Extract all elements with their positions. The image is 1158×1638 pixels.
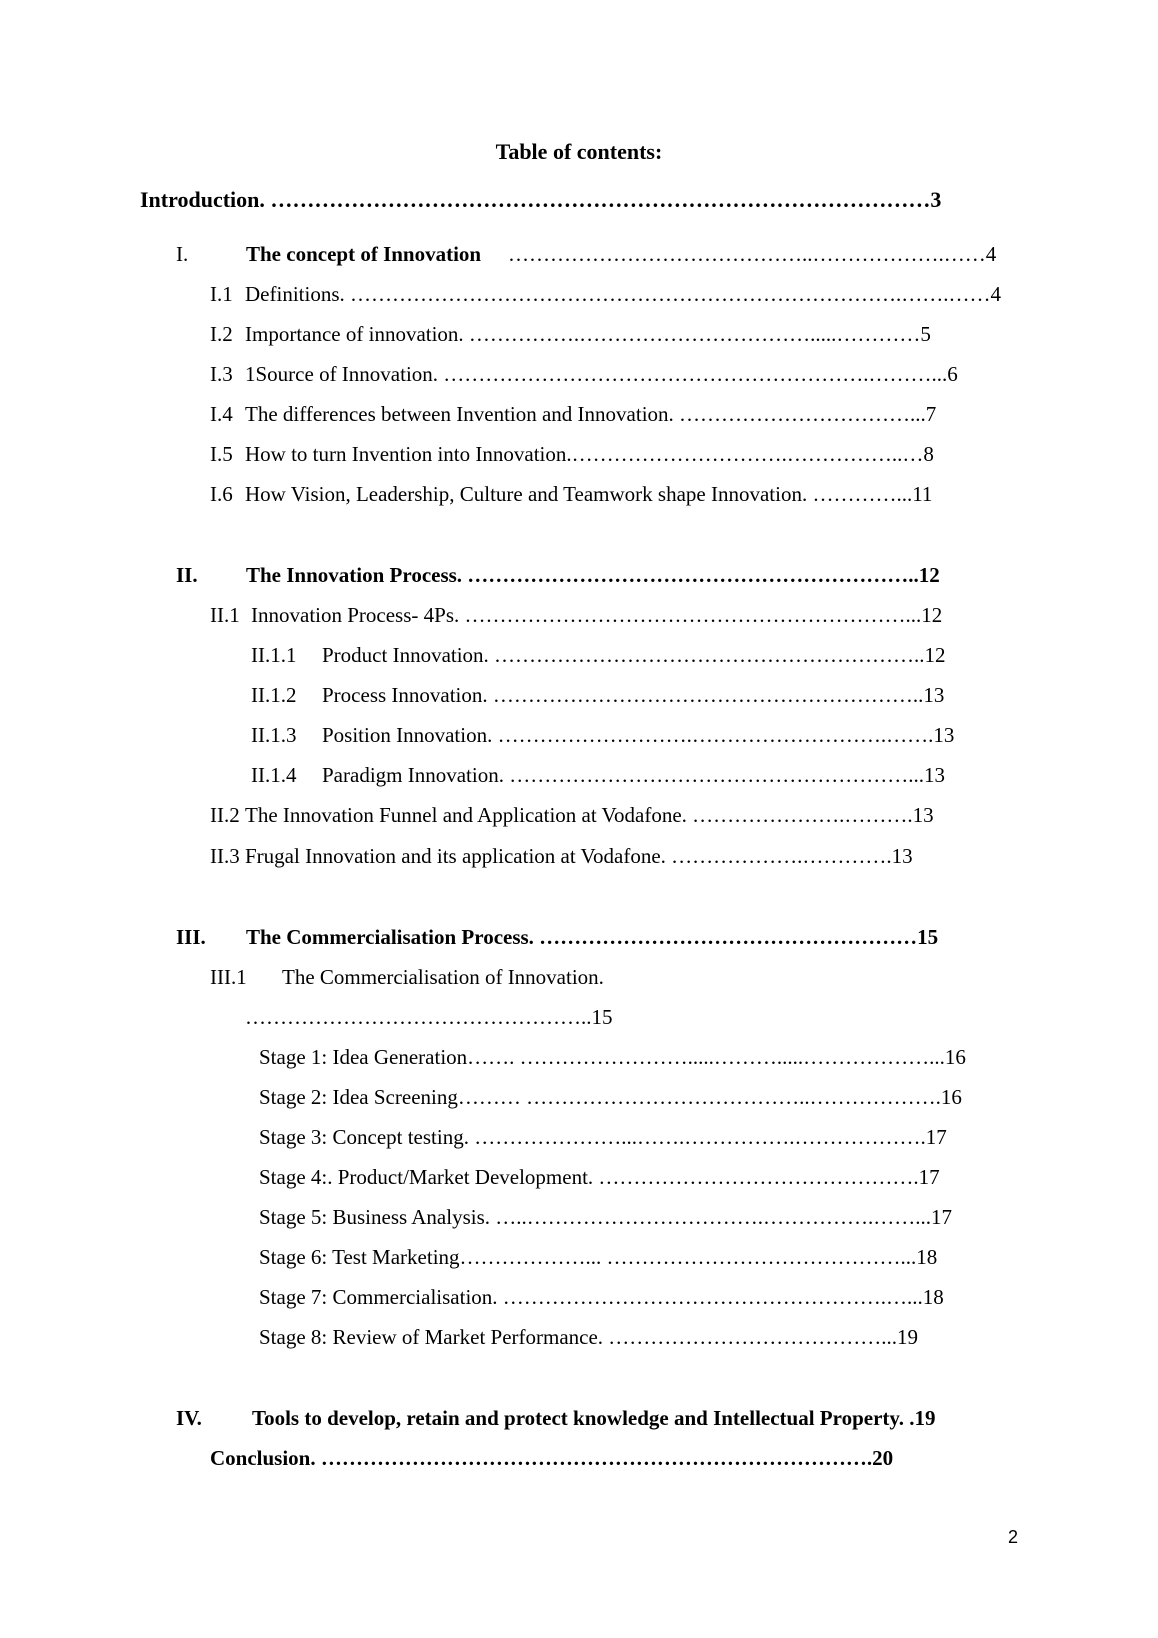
toc-entry-introduction: Introduction. ………………………………………………………………………………3 xyxy=(140,187,942,212)
entry-text: The differences between Invention and Innovation. ……………………………...7 xyxy=(245,402,937,426)
toc-entry-conclusion: Conclusion. …………………………………………………………………….20 xyxy=(210,1446,894,1470)
entry-number: III.1 xyxy=(210,965,247,989)
toc-stage-2: Stage 2: Idea Screening……… …………………………………..……………….16 xyxy=(259,1085,962,1109)
entry-number: I.3 xyxy=(210,362,233,386)
entry-number: II.1.1 xyxy=(251,643,297,667)
section-3-title: The Commercialisation Process. ………………………………………………15 xyxy=(246,925,939,949)
entry-number: I.1 xyxy=(210,282,233,306)
toc-stage-3: Stage 3: Concept testing. …………………...…….…………….……………….17 xyxy=(259,1125,947,1149)
section-2-title: The Innovation Process. ………………………………………………………..12 xyxy=(246,563,940,587)
entry-text: Position Innovation. ……………………….……………………….…….13 xyxy=(322,723,955,747)
entry-number: II.1.4 xyxy=(251,763,297,787)
entry-text: How to turn Invention into Innovation.………………………….……………..…8 xyxy=(245,442,934,466)
entry-text: The Innovation Funnel and Application at Vodafone. ………………….……….13 xyxy=(245,803,934,827)
toc-stage-7: Stage 7: Commercialisation. ……………………………………………….…...18 xyxy=(259,1285,944,1309)
entry-text: The Commercialisation of Innovation. xyxy=(282,965,604,989)
entry-number: I.6 xyxy=(210,482,233,506)
section-4-title: Tools to develop, retain and protect knowledge and Intellectual Property. .19 xyxy=(252,1406,936,1430)
entry-number: II.2 xyxy=(210,803,240,827)
entry-number: II.1.2 xyxy=(251,683,297,707)
section-3-numeral: III. xyxy=(176,925,206,949)
entry-text: Frugal Innovation and its application at Vodafone. ……………….………….13 xyxy=(245,844,913,868)
entry-leader: …………………………………………..15 xyxy=(245,1005,613,1029)
toc-title: Table of contents: xyxy=(495,139,663,164)
entry-text: Process Innovation. ……………………………………………………..13 xyxy=(322,683,945,707)
entry-text: How Vision, Leadership, Culture and Teamwork shape Innovation. …………...11 xyxy=(245,482,933,506)
page-number: 2 xyxy=(1008,1527,1019,1547)
section-1-title: The concept of Innovation xyxy=(246,242,482,266)
entry-text: Innovation Process- 4Ps. ………………………………………………………...12 xyxy=(251,603,943,627)
section-1-leader: ……………………………………..……………….……4 xyxy=(508,242,997,266)
entry-number: II.1.3 xyxy=(251,723,297,747)
section-1-numeral: I. xyxy=(176,242,189,266)
toc-stage-8: Stage 8: Review of Market Performance. …………………………………...19 xyxy=(259,1325,919,1349)
toc-stage-1: Stage 1: Idea Generation……. …………………….....……….....………………...16 xyxy=(259,1045,966,1069)
entry-number: I.5 xyxy=(210,442,233,466)
entry-number: I.2 xyxy=(210,322,233,346)
entry-number: II.3 xyxy=(210,844,240,868)
entry-text: Importance of innovation. …………….…………………………….....…………5 xyxy=(245,322,931,346)
entry-text: Paradigm Innovation. …………………………………………………...13 xyxy=(322,763,945,787)
entry-text: 1Source of Innovation. …………………………………………………….………...6 xyxy=(245,362,958,386)
entry-number: II.1 xyxy=(210,603,240,627)
entry-text: Definitions. …………………………………………………………………….…….……4 xyxy=(245,282,1001,306)
entry-text: Product Innovation. ……………………………………………………..12 xyxy=(322,643,946,667)
toc-stage-5: Stage 5: Business Analysis. …..…………………………….…………….……...17 xyxy=(259,1205,953,1229)
toc-stage-6: Stage 6: Test Marketing………………... ……………………………………...18 xyxy=(259,1245,938,1269)
toc-stage-4: Stage 4:. Product/Market Development. ……………………………………….17 xyxy=(259,1165,940,1189)
section-2-numeral: II. xyxy=(176,563,198,587)
entry-number: I.4 xyxy=(210,402,233,426)
section-4-numeral: IV. xyxy=(176,1406,202,1430)
